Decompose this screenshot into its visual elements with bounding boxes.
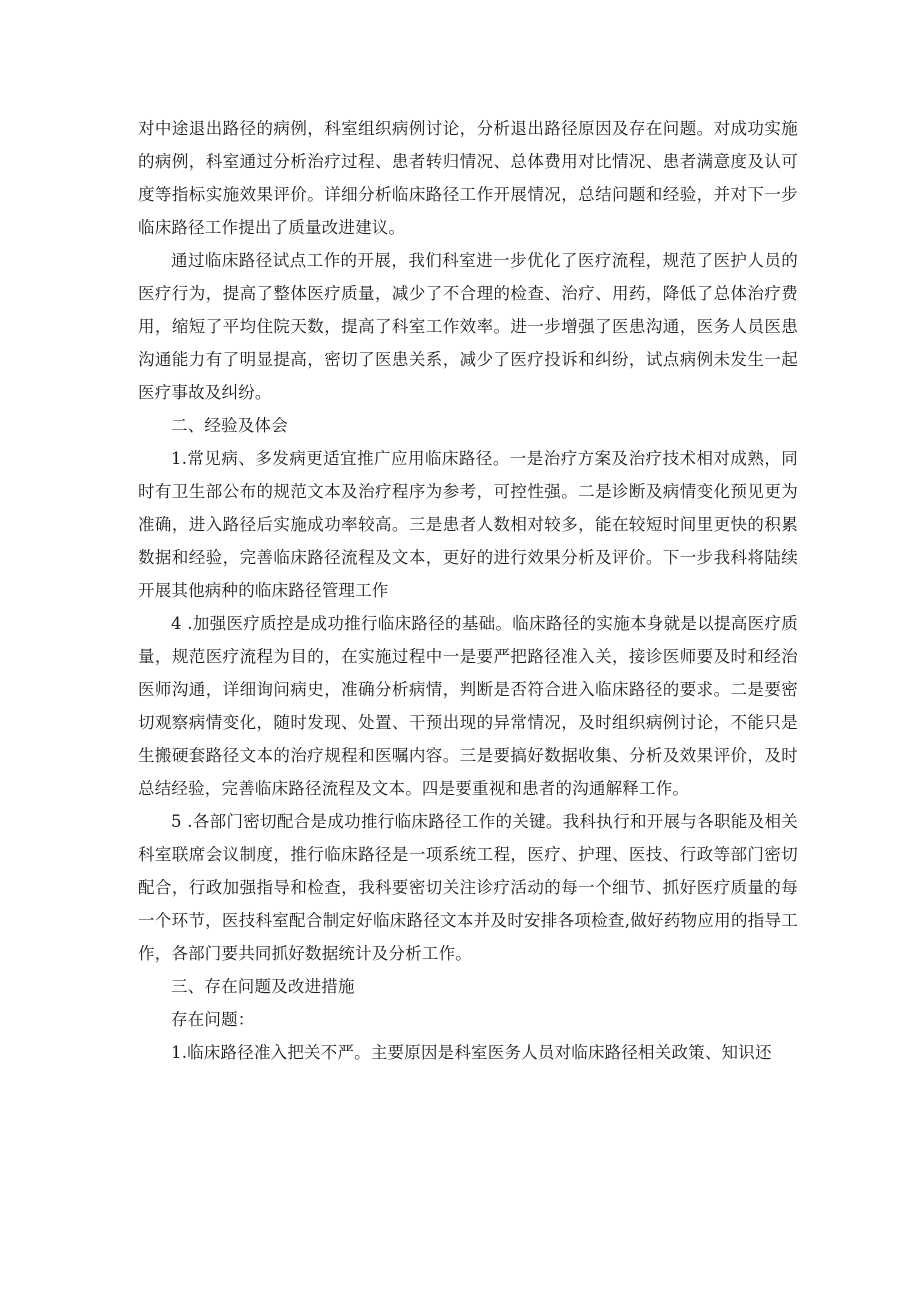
- paragraph-item-5: 5 .各部门密切配合是成功推行临床路径工作的关键。我科执行和开展与各职能及相关科室联席会议制度，推行临床路径是一项系统工程，医疗、护理、医技、行政等部门密切配合，行政加强指导和检查，我科要密切关注诊疗活动的每一个细节、抓好医疗质量的每一个环节，医技科室配合制定好临床路径文本并及时安排各项检查,做好药物应用的指导工作，各部门要共同抓好数据统计及分析工作。: [138, 812, 798, 963]
- paragraph-item-1: 1.常见病、多发病更适宜推广应用临床路径。一是治疗方案及治疗技术相对成熟，同时有卫生部公布的规范文本及治疗程序为参考，可控性强。二是诊断及病情变化预见更为准确，进入路径后实施成功率较高。三是患者人数相对较多，能在较短时间里更快的积累数据和经验，完善临床路径流程及文本，更好的进行效果分析及评价。下一步我科将陆续开展其他病种的临床路径管理工作: [138, 449, 798, 600]
- subheading-existing-problems: 存在问题：: [171, 1010, 255, 1029]
- paragraph-evaluation: 对中途退出路径的病例，科室组织病例讨论，分析退出路径原因及存在问题。对成功实施的病例，科室通过分析治疗过程、患者转归情况、总体费用对比情况、患者满意度及认可度等指标实施效果评价。详细分析临床路径工作开展情况，总结问题和经验，并对下一步临床路径工作提出了质量改进建议。: [138, 119, 798, 237]
- paragraph-item-4: 4 .加强医疗质控是成功推行临床路径的基础。临床路径的实施本身就是以提高医疗质量，规范医疗流程为目的，在实施过程中一是要严把路径准入关，接诊医师要及时和经治医师沟通，详细询问病史，准确分析病情，判断是否符合进入临床路径的要求。二是要密切观察病情变化，随时发现、处置、干预出现的异常情况，及时组织病例讨论，不能只是生搬硬套路径文本的治疗规程和医嘱内容。三是要搞好数据收集、分析及效果评价，及时总结经验，完善临床路径流程及文本。四是要重视和患者的沟通解释工作。: [138, 614, 798, 798]
- section-heading-experience: 二、经验及体会: [171, 416, 288, 435]
- paragraph-outcomes: 通过临床路径试点工作的开展，我们科室进一步优化了医疗流程，规范了医护人员的医疗行为，提高了整体医疗质量，减少了不合理的检查、治疗、用药，降低了总体治疗费用，缩短了平均住院天数，提高了科室工作效率。进一步增强了医患沟通，医务人员医患沟通能力有了明显提高，密切了医患关系，减少了医疗投诉和纠纷，试点病例未发生一起医疗事故及纠纷。: [138, 251, 798, 402]
- paragraph-problem-1: 1.临床路径准入把关不严。主要原因是科室医务人员对临床路径相关政策、知识还: [171, 1043, 772, 1062]
- section-heading-problems: 三、存在问题及改进措施: [171, 977, 355, 996]
- document-body: [138, 112, 798, 1069]
